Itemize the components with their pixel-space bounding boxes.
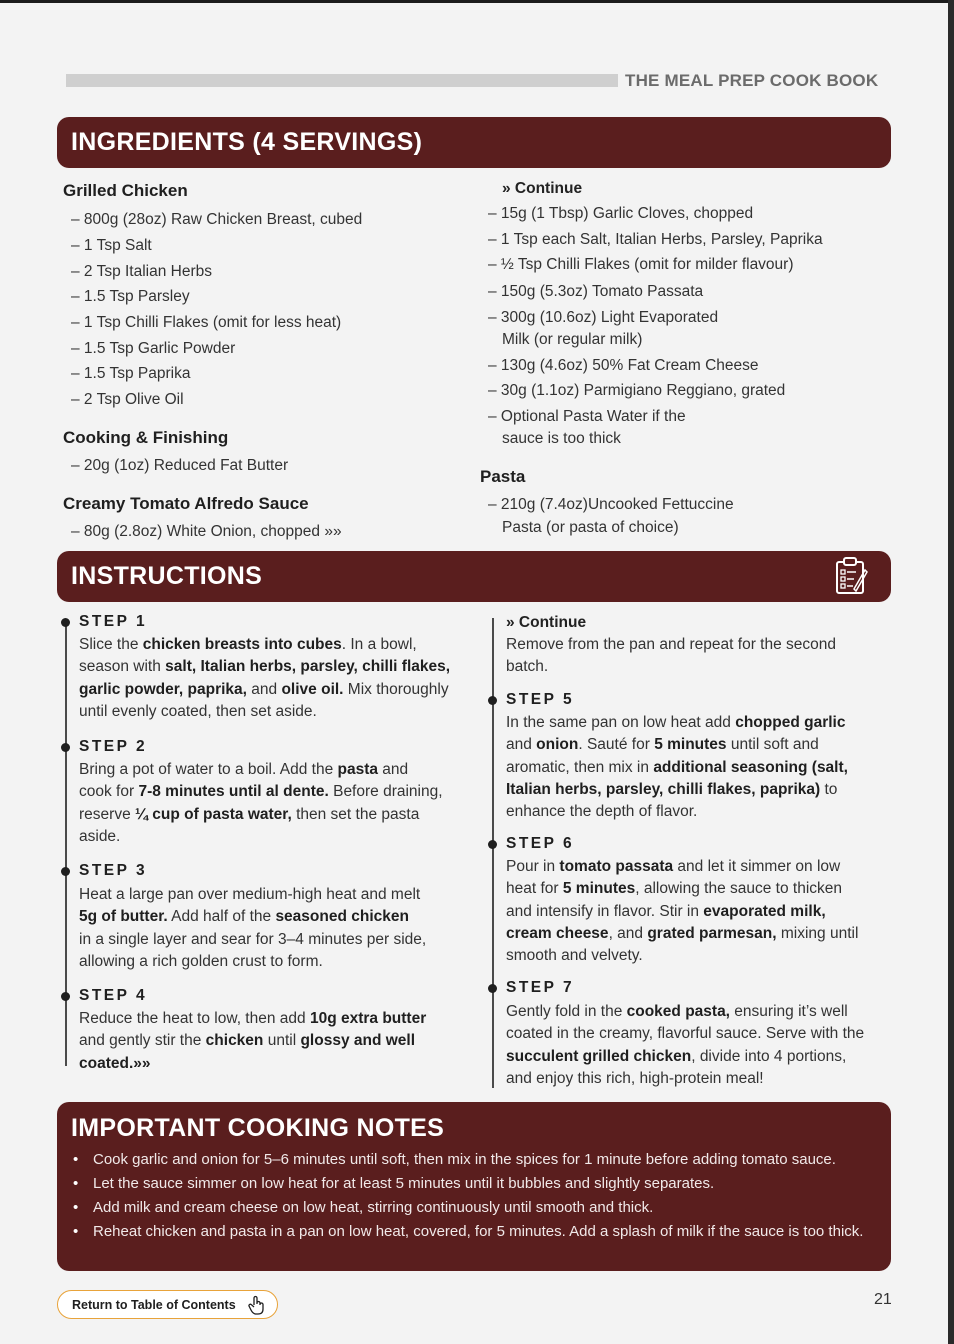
ingredient-item: – 1.5 Tsp Garlic Powder bbox=[71, 340, 236, 357]
ingredient-item: – 30g (1.1oz) Parmigiano Reggiano, grated bbox=[488, 382, 786, 399]
sauce-heading: Creamy Tomato Alfredo Sauce bbox=[63, 494, 309, 513]
step-label: STEP 2 bbox=[79, 738, 148, 755]
step-text: Slice the chicken breasts into cubes. In a bowl, season with salt, Italian herbs, parsley, chilli flakes, garlic powder, paprika, and olive oil. Mix thoroughly until evenly coated, then set aside. bbox=[79, 636, 451, 720]
return-to-toc-button[interactable] bbox=[57, 1290, 278, 1319]
ingredients-title: INGREDIENTS (4 SERVINGS) bbox=[71, 128, 423, 156]
hand-pointer-icon bbox=[248, 1295, 264, 1315]
note-item: • Add milk and cream cheese on low heat, stirring continuously until smooth and thick. bbox=[71, 1198, 881, 1218]
ingredients-continue-label: » Continue bbox=[502, 180, 583, 197]
note-item: • Cook garlic and onion for 5–6 minutes until soft, then mix in the spices for 1 minute before adding tomato sauce. bbox=[71, 1150, 881, 1170]
note-item: • Let the sauce simmer on low heat for at least 5 minutes until it bubbles and slightly separates. bbox=[71, 1174, 881, 1194]
step-text: Pour in tomato passata and let it simmer on low heat for 5 minutes, allowing the sauce to thicken and intensify in flavor. Stir in evaporated milk, cream cheese, and grated parmesan, mixing until smooth and velvety. bbox=[506, 858, 859, 965]
cooking-notes-panel bbox=[57, 1102, 891, 1271]
timeline-dot bbox=[488, 696, 497, 705]
step-label: STEP 3 bbox=[79, 862, 148, 879]
ingredient-item: – 1.5 Tsp Paprika bbox=[71, 365, 191, 382]
step-text: Gently fold in the cooked pasta, ensuring it’s well coated in the creamy, flavorful sauce. Serve with the succulent grilled chicken, divide into 4 portions, and enjoy this rich, high-protein meal! bbox=[506, 1003, 865, 1087]
timeline-dot bbox=[61, 867, 70, 876]
ingredient-item: – 2 Tsp Italian Herbs bbox=[71, 263, 213, 280]
ingredient-item: – Optional Pasta Water if the bbox=[488, 408, 686, 425]
step-label: STEP 6 bbox=[506, 835, 575, 852]
step-text: Heat a large pan over medium-high heat and melt 5g of butter. Add half of the seasoned chicken in a single layer and sear for 3–4 minutes per side, allowing a rich golden crust to form. bbox=[79, 886, 427, 970]
ingredient-item: – 210g (7.4oz)Uncooked Fettuccine bbox=[488, 496, 734, 513]
page-number: 21 bbox=[874, 1291, 892, 1308]
step-label: STEP 4 bbox=[79, 987, 148, 1004]
step-text: In the same pan on low heat add chopped garlic and onion. Sauté for 5 minutes until soft and aromatic, then mix in additional seasoning (salt, Italian herbs, parsley, chilli flakes, paprika) to enhance the depth of flavor. bbox=[506, 714, 848, 821]
ingredient-item: – 800g (28oz) Raw Chicken Breast, cubed bbox=[71, 211, 363, 228]
instructions-continue-label: » Continue bbox=[506, 614, 587, 631]
toc-button-label: Return to Table of Contents bbox=[72, 1297, 236, 1312]
ingredient-item-cont: Pasta (or pasta of choice) bbox=[502, 519, 679, 536]
grilled-chicken-heading: Grilled Chicken bbox=[63, 181, 188, 200]
notes-title: IMPORTANT COOKING NOTES bbox=[71, 1114, 445, 1142]
header-bar bbox=[66, 74, 618, 87]
clipboard-checklist-icon bbox=[834, 556, 868, 601]
timeline-dot bbox=[61, 618, 70, 627]
timeline-line bbox=[492, 618, 494, 1088]
instructions-title: INSTRUCTIONS bbox=[71, 562, 263, 590]
step-label: STEP 5 bbox=[506, 691, 575, 708]
notes-list bbox=[71, 1150, 881, 1246]
top-edge bbox=[0, 0, 948, 3]
book-title: THE MEAL PREP COOK BOOK bbox=[625, 71, 879, 90]
ingredient-item: – 300g (10.6oz) Light Evaporated bbox=[488, 309, 719, 326]
ingredient-item: – 80g (2.8oz) White Onion, chopped »» bbox=[71, 523, 342, 540]
cooking-finishing-heading: Cooking & Finishing bbox=[63, 428, 229, 447]
ingredients-header bbox=[57, 117, 891, 168]
step-text: Remove from the pan and repeat for the second batch. bbox=[506, 636, 837, 676]
step-label: STEP 7 bbox=[506, 979, 575, 996]
step-text: Bring a pot of water to a boil. Add the pasta and cook for 7-8 minutes until al dente. Before draining, reserve ¼ cup of pasta water, then set the pasta aside. bbox=[79, 761, 443, 845]
ingredient-item-cont: sauce is too thick bbox=[502, 430, 621, 447]
ingredient-item: – 2 Tsp Olive Oil bbox=[71, 391, 184, 408]
timeline-dot bbox=[488, 840, 497, 849]
pasta-heading: Pasta bbox=[480, 467, 526, 486]
timeline-dot bbox=[488, 984, 497, 993]
instructions-header bbox=[57, 551, 891, 602]
ingredient-item: – 130g (4.6oz) 50% Fat Cream Cheese bbox=[488, 357, 759, 374]
step-label: STEP 1 bbox=[79, 613, 148, 630]
ingredient-item: – 1.5 Tsp Parsley bbox=[71, 288, 190, 305]
ingredient-item-cont: Milk (or regular milk) bbox=[502, 331, 643, 348]
ingredient-item: – ½ Tsp Chilli Flakes (omit for milder flavour) bbox=[488, 256, 794, 273]
timeline-dot bbox=[61, 743, 70, 752]
ingredient-item: – 1 Tsp Chilli Flakes (omit for less heat) bbox=[71, 314, 342, 331]
ingredient-item: – 1 Tsp each Salt, Italian Herbs, Parsley, Paprika bbox=[488, 231, 823, 248]
ingredient-item: – 15g (1 Tbsp) Garlic Cloves, chopped bbox=[488, 205, 754, 222]
ingredient-item: – 150g (5.3oz) Tomato Passata bbox=[488, 283, 704, 300]
timeline-dot bbox=[61, 992, 70, 1001]
note-item: • Reheat chicken and pasta in a pan on low heat, covered, for 5 minutes. Add a splash of milk if the sauce is too thick. bbox=[71, 1222, 881, 1242]
ingredient-item: – 1 Tsp Salt bbox=[71, 237, 152, 254]
ingredient-item: – 20g (1oz) Reduced Fat Butter bbox=[71, 457, 289, 474]
step-text: Reduce the heat to low, then add 10g extra butter and gently stir the chicken until glossy and well coated.»» bbox=[79, 1010, 427, 1072]
